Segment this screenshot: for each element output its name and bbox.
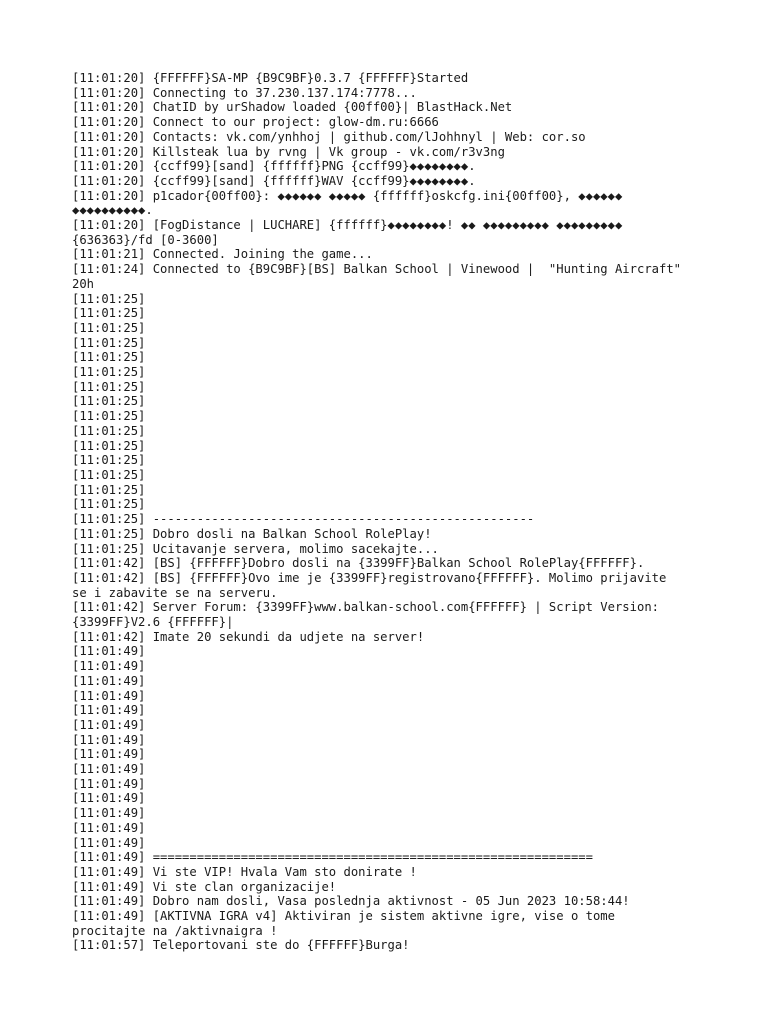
log-line: [11:01:25]	[72, 482, 146, 497]
log-line: [11:01:49]	[72, 835, 146, 850]
log-line: [11:01:25]	[72, 335, 146, 350]
log-line: [11:01:20] {FFFFFF}SA-MP {B9C9BF}0.3.7 {FFFFFF}Started	[72, 71, 469, 85]
log-line: [11:01:25]	[72, 306, 146, 321]
log-line: [11:01:57] Teleportovani ste do {FFFFFF}Burga!	[72, 938, 410, 953]
log-line: [11:01:49]	[72, 703, 146, 718]
log-line: [11:01:25]	[72, 365, 146, 380]
log-line: [11:01:49]	[72, 747, 146, 762]
log-line: [11:01:49]	[72, 732, 146, 747]
log-line: [11:01:25]	[72, 453, 146, 468]
log-line: [11:01:49] Vi ste VIP! Hvala Vam sto donirate !	[72, 864, 417, 879]
log-line: [11:01:25]	[72, 467, 146, 482]
log-line: [11:01:49]	[72, 820, 146, 835]
log-line: [11:01:49] [AKTIVNA IGRA v4] Aktiviran je sistem aktivne igre, vise o tome procitajte na /aktivnaigra !	[72, 909, 615, 938]
log-line: [11:01:20] p1cador{00ff00}: ◆◆◆◆◆◆ ◆◆◆◆◆ {ffffff}oskcfg.ini{00ff00}, ◆◆◆◆◆◆ ◆◆◆◆◆◆◆◆◆◆.	[72, 188, 623, 218]
log-line: [11:01:20] Killsteak lua by rvng | Vk group - vk.com/r3v3ng	[72, 144, 505, 159]
log-line: [11:01:21] Connected. Joining the game...	[72, 247, 373, 262]
log-line: [11:01:20] Connect to our project: glow-dm.ru:6666	[72, 115, 439, 130]
log-line: [11:01:49]	[72, 659, 146, 674]
log-line: [11:01:20] Contacts: vk.com/ynhhoj | github.com/lJohhnyl | Web: cor.so	[72, 129, 586, 144]
log-line: [11:01:25]	[72, 497, 146, 512]
log-line: [11:01:20] {ccff99}[sand] {ffffff}PNG {ccff99}◆◆◆◆◆◆◆◆.	[72, 159, 476, 174]
log-line: [11:01:49]	[72, 776, 146, 791]
log-line: [11:01:20] [FogDistance | LUCHARE] {ffffff}◆◆◆◆◆◆◆◆! ◆◆ ◆◆◆◆◆◆◆◆◆ ◆◆◆◆◆◆◆◆◆ {636363}/fd [0-3600]	[72, 218, 623, 247]
log-line: [11:01:25]	[72, 350, 146, 365]
log-line: [11:01:25] Dobro dosli na Balkan School RolePlay!	[72, 526, 432, 541]
log-line: [11:01:49] Dobro nam dosli, Vasa poslednja aktivnost - 05 Jun 2023 10:58:44!	[72, 894, 630, 909]
log-line: [11:01:49]	[72, 717, 146, 732]
log-line: [11:01:25]	[72, 379, 146, 394]
log-line: [11:01:24] Connected to {B9C9BF}[BS] Balkan School | Vinewood | "Hunting Aircraft" 20h	[72, 262, 682, 291]
log-line: [11:01:42] [BS] {FFFFFF}Ovo ime je {3399FF}registrovano{FFFFFF}. Molimo prijavite se i zabavite se na serveru.	[72, 570, 667, 600]
log-line: [11:01:49]	[72, 673, 146, 688]
log-line: [11:01:49] ============================================================	[72, 850, 593, 865]
log-line: [11:01:25]	[72, 291, 146, 306]
log-line: [11:01:20] Connecting to 37.230.137.174:7778...	[72, 85, 417, 100]
log-line: [11:01:25]	[72, 423, 146, 438]
log-line: [11:01:25] ----------------------------------------------------	[72, 512, 535, 527]
log-line: [11:01:49]	[72, 644, 146, 659]
log-line: [11:01:25]	[72, 438, 146, 453]
log-line: [11:01:20] {ccff99}[sand] {ffffff}WAV {ccff99}◆◆◆◆◆◆◆◆.	[72, 173, 476, 188]
log-line: [11:01:49] Vi ste clan organizacije!	[72, 879, 337, 894]
log-line: [11:01:25]	[72, 320, 146, 335]
log-line: [11:01:49]	[72, 806, 146, 821]
log-line: [11:01:42] Server Forum: {3399FF}www.balkan-school.com{FFFFFF} | Script Version: {3399FF}V2.6 {FFFFFF}|	[72, 600, 659, 630]
log-line: [11:01:42] Imate 20 sekundi da udjete na server!	[72, 629, 425, 644]
log-line: [11:01:42] [BS] {FFFFFF}Dobro dosli na {3399FF}Balkan School RolePlay{FFFFFF}.	[72, 556, 645, 571]
log-line: [11:01:25]	[72, 394, 146, 409]
log-line: [11:01:49]	[72, 762, 146, 777]
log-line: [11:01:20] ChatID by urShadow loaded {00ff00}| BlastHack.Net	[72, 100, 513, 115]
chat-log-document	[72, 71, 712, 953]
log-line: [11:01:49]	[72, 791, 146, 806]
log-line: [11:01:49]	[72, 688, 146, 703]
log-line: [11:01:25] Ucitavanje servera, molimo sacekajte...	[72, 541, 439, 556]
log-line: [11:01:25]	[72, 409, 146, 424]
